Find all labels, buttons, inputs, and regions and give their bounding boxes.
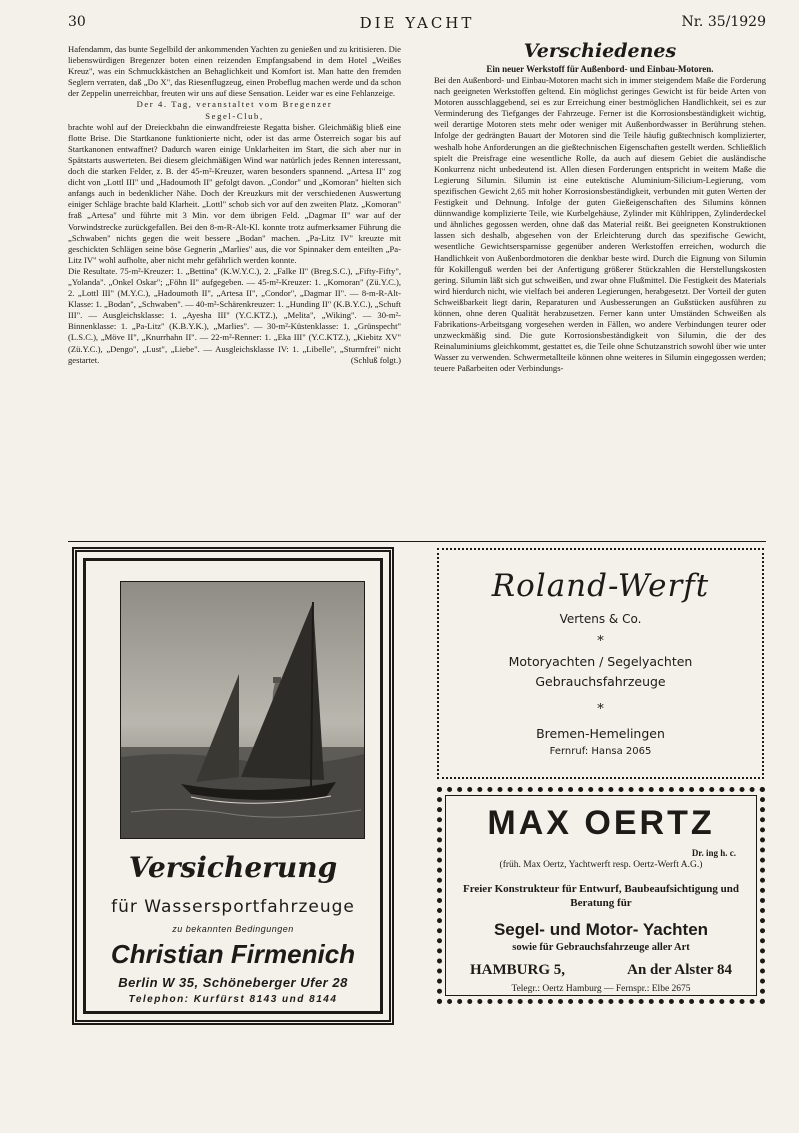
ad-roland-city: Bremen-Hemelingen [536, 726, 665, 741]
ad-oertz-degree: Dr. ing h. c. [691, 848, 736, 858]
sailboat-illustration [120, 581, 365, 839]
ad-oertz-city: HAMBURG 5, [470, 962, 565, 978]
article-body: Bei den Außenbord- und Einbau-Motoren macht sich in immer steigendem Maße die Forderung nach geeigneten Werkstoffen geltend. Ein möglichst geringes Gewicht ist für beide Arten von Motoren ausschlaggebend, sei es zur Erreichung einer bestmöglichen Handlichkeit, sei es zur Verminderung des Tiefganges der Fahrzeuge. Ferner ist die Korrosionsbeständigkeit wichtig, weil derartige Motoren stets mehr oder weniger mit Außenbordwasser in Berührung stehen. Infolge der gedrängten Bauart der Motoren sind die Teile häufig gußtechnisch komplizierter, weshalb hohe Anforderungen an die gießtechnischen Eigenschaften gestellt werden. Schließlich spielt die Preisfrage eine wesentliche Rolle, da auch auf diesem Gebiet die ausländische Konkurrenz nicht unbedeutend ist. Allen diesen Forderungen entspricht in weitem Maße die Legierung Silumin. Silumin ist eine eutektische Aluminium-Silicium-Legierung, vom spezifischen Gewicht 2,65 mit hoher Korrosionsbeständigkeit, verbunden mit guten Werten der Festigkeit und Dehnung. Infolge der guten Gießeigenschaften des Silumins können dünnwandige komplizierte Teile, wie Kurbelgehäuse, Zylinder mit Kühlrippen, Zylinderdeckel und ähnliches gegossen werden, ohne daß das Material reißt. Bei geeigneten Konstruktionen lassen sich deshalb, abgesehen von der Erleichterung durch das spezifische Gewicht, wesentliche Gewichtsersparnisse gegenüber anderen Werkstoffen erreichen, wodurch die Handlichkeit von Außenbordmotoren die denkbar beste wird. Durch die Eignung von Silumin für Kokillenguß werden bei der Anfertigung größerer Stückzahlen die Herstellungskosten gering. Silumin läßt sich gut schweißen, und zwar ohne Flußmittel. Die Festigkeit des Materials wird hierdurch nicht, wie vielfach bei anderen Legierungen, herabgesetzt. Der Vorteil der guten Schweißbarkeit liegt darin, Reparaturen und Ausbesserungen an Gußstücken ausführen zu können, ohne deren Qualität herabzusetzen. Ferner kann unter Umständen Schweißen als Fabrikations-Arbeitsgang vorgesehen werden in Fällen, wo andere Verbindungen teurer oder unzweckmäßig sind. Die gute Korrosionsbeständigkeit von Silumin, die der des Reinaluminiums gleichkommt, gestattet es, die Teile ohne Schutzanstrich sowohl über wie unter Wasser zu verwenden. Schwermetallteile können ohne weiteres in Silumin eingegossen werden; teuere Paßarbeiten oder Verbindungs- [434, 75, 766, 374]
ad-insurance [72, 547, 394, 1025]
page-number: 30 [68, 14, 86, 30]
ad-oertz-description: Freier Konstrukteur für Entwurf, Baubeaufsichtigung und Beratung für [462, 883, 740, 909]
ad-insurance-subtitle: für Wassersportfahrzeuge [111, 897, 355, 917]
day-heading-2: Segel-Club, [205, 110, 264, 121]
article-title: Ein neuer Werkstoff für Außenbord- und Einbau-Motoren. [486, 64, 714, 74]
ad-max-oertz [437, 787, 765, 1004]
ad-insurance-address: Berlin W 35, Schöneberger Ufer 28 [118, 975, 348, 990]
ad-oertz-yachts: Segel- und Motor- Yachten [493, 920, 709, 939]
ad-oertz-street: An der Alster 84 [627, 962, 732, 978]
ad-roland-phone: Fernruf: Hansa 2065 [549, 746, 652, 757]
ad-insurance-phone: Telephon: Kurfürst 8143 und 8144 [128, 994, 338, 1005]
ad-oertz-formerly: (früh. Max Oertz, Yachtwerft resp. Oertz-Werft A.G.) [499, 860, 703, 870]
ad-roland-company: Vertens & Co. [559, 612, 642, 626]
star-ornament: * [597, 702, 604, 717]
right-column [434, 40, 766, 375]
star-ornament: * [597, 634, 604, 649]
ad-roland-line1: Motoryachten / Segelyachten [508, 654, 693, 669]
left-paragraph-1: Hafendamm, das bunte Segelbild der ankommenden Yachten zu genießen und zu kritisieren. Die liebenswürdigen Bregenzer boten einen reizenden Empfangsabend in dem Hotel „Weißes Kreuz", was ein Schmuckkästchen an Behaglichkeit und Komfort ist. Man hatte den fremden Seglern verraten, daß „Do X", das Riesenflugzeug, einen Probeflug machen werde und da schon der Zeppelin unerreichbar, freuten wir uns auf diese Sensation. Leider war es eine Fehlanzeige. [68, 44, 401, 99]
ad-oertz-frame [445, 795, 757, 996]
continued-note: (Schluß folgt.) [350, 354, 401, 365]
ad-roland-line2: Gebrauchsfahrzeuge [535, 674, 666, 689]
left-column [68, 44, 401, 366]
day-heading-1: Der 4. Tag, veranstaltet vom Bregenzer [136, 99, 333, 110]
page-header [68, 14, 766, 36]
left-paragraph-2: brachte wohl auf der Dreieckbahn die einwandfreieste Regatta bisher. Gleichmäßig bließ eine flotte Brise. Die Startkanone funktionierte nicht, oder ist das arme Österreich sogar bis auf Startkanonen entwaffnet? Dadurch waren einige Unklarheiten im Start, die sich aber nur in Spätstarts auswerteten. Bei diesem gleichmäßigen Wind war natürlich jedes Rennen interessant, doch die starken Felder, z. B. der 45-m²-Kreuzer, waren besonders spannend. „Artesa II" zog dicht von „Lottl III" und „Hadoumoth II" gefolgt davon. „Condor" und „Komoran" hielten sich anfangs auch in bedenklicher Nähe. Doch der Kreuzkurs mit der verschiedenen Auswertung einiger Schläge brachte bald Klarheit. „Lottl" schob sich vor auf den zweiten Platz. „Komoran" fraß „Artesa" und führte mit 3 Min. vor dem übrigen Feld. „Dagmar II" war auf der Vorwindstrecke zurückgefallen. Bei den 8-m-R-Alt-Kl. konnte trotz aufmerksamer Führung die „Schwaben" nichts gegen die weit bessere „Bodan" machen. „Pa-Litz IV" kreuzte mit geschickten Schlägen seine böse Gegnerin „Marlies" aus, die vor Spinnaker dem enteilten „Pa-Litz IV" wohl aufholte, aber nicht mehr gefährlich werden konnte. [68, 121, 401, 265]
ad-roland-name: Roland-Werft [491, 568, 710, 604]
ad-insurance-title: Versicherung [128, 851, 338, 884]
results-text: Die Resultate. 75-m²-Kreuzer: 1. „Bettina" (K.W.Y.C.), 2. „Falke II" (Breg.S.C.), „Fifty-Fifty", „Yolanda". „Onkel Oskar"; „Föhn II" aufgegeben. — 45-m²-Kreuzer: 1. „Komoran" (Zü.Y.C.), 2. „Lottl III" (M.Y.C.), „Hadoumoth II", „Artesa II", „Condor", „Dagmar II". — 8-m-R-Alt-Klasse: 1. „Bodan", „Schwaben". — 40-m²-Schärenkreuzer: 1. „Hunding II" (K.B.Y.C.), „Schuft III". — Ausgleichsklasse: 1. „Ayesha III" (Y.C.KTZ.), „Melita", „Wiking". — 30-m²-Binnenklasse: 1. „Pa-Litz" (K.B.Y.K.), „Marlies". — 30-m²-Küstenklasse: 1. „Grünspecht" (L.S.C.), „Möve II", „Knurrhahn II". — 22-m²-Renner: 1. „Eka III" (Y.C.KTZ.), „Kiebitz XV" (Zü.Y.C.), „Dengo", „Lust", „Liebe". — Ausgleichsklasse IV: 1. „Libelle", „Sturmfrei" nicht gestartet. [68, 265, 401, 365]
results-paragraph [68, 266, 401, 366]
ad-insurance-terms: zu bekannten Bedingungen [172, 924, 294, 934]
section-title: Verschiedenes [523, 40, 677, 62]
ad-insurance-frame [83, 558, 383, 1014]
divider-rule [68, 541, 766, 542]
ad-insurance-company: Christian Firmenich [110, 939, 356, 969]
ad-oertz-contact: Telegr.: Oertz Hamburg — Fernspr.: Elbe 2675 [511, 984, 691, 994]
ad-roland-werft [437, 548, 764, 779]
ad-oertz-also: sowie für Gebrauchsfahrzeuge aller Art [512, 942, 690, 953]
ad-oertz-name: MAX OERTZ [487, 804, 715, 842]
journal-title: DIE YACHT [359, 14, 475, 32]
issue-number: Nr. 35/1929 [681, 14, 766, 30]
